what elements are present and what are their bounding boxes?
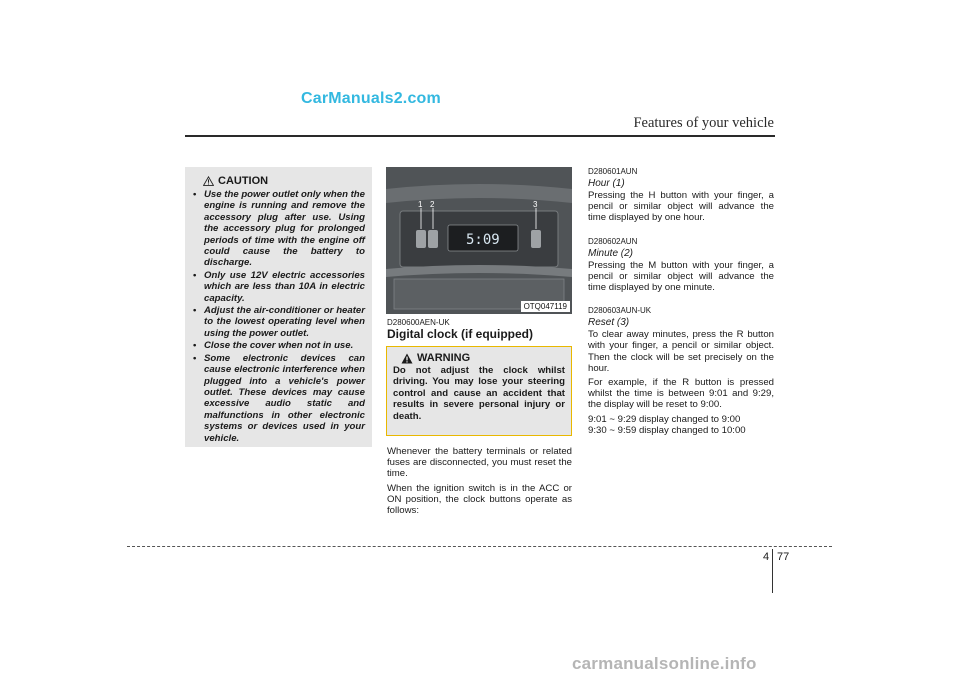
warning-heading — [401, 352, 565, 364]
right-column — [588, 167, 774, 439]
caution-title: CAUTION — [218, 175, 269, 187]
caution-item: • Close the cover when not in use. — [193, 340, 365, 351]
section-title: Digital clock (if equipped) — [387, 327, 534, 341]
reset-code: D280603AUN-UK — [588, 306, 652, 316]
callout-2: 2 — [430, 200, 435, 209]
page-number-divider — [772, 549, 773, 593]
warning-text: Do not adjust the clock whilst driving. You may lose your steering control and cause an accident that results in severe personal injury or death. — [393, 365, 565, 422]
chapter-number: 4 — [763, 551, 770, 563]
caution-item: • Some electronic devices can cause electronic interference when plugged into a vehicle's power outlet. These devices may cause excessive audio static and malfunctions in other electronic systems or devices used in your vehicle. — [193, 353, 365, 444]
warning-triangle-icon — [401, 353, 413, 364]
section-code: D280600AEN-UK — [387, 318, 450, 327]
minute-text: Pressing the M button with your finger, a pencil or similar object will advance the time displayed by one minute. — [588, 259, 774, 294]
caution-heading — [203, 175, 365, 187]
figure-code: OTQ047119 — [521, 301, 570, 312]
footer-dashed-rule — [127, 546, 832, 547]
reset-title: Reset (3) — [588, 317, 630, 329]
caution-item: • Use the power outlet only when the engine is running and remove the accessory plug after use. Using the accessory plug for prolonged periods of time with the engine off could cause the battery to discharge. — [193, 189, 365, 269]
header-rule — [185, 135, 775, 137]
caution-item: • Adjust the air-conditioner or heater to the lowest operating level when using the power outlet. — [193, 305, 365, 339]
hour-code: D280601AUN — [588, 167, 638, 176]
clock-display-time: 5:09 — [466, 232, 500, 248]
minute-code: D280602AUN — [588, 236, 638, 246]
hour-title: Hour (1) — [588, 178, 625, 189]
body-paragraph: When the ignition switch is in the ACC or ON position, the clock buttons operate as follows: — [387, 482, 572, 517]
warning-title: WARNING — [417, 352, 471, 364]
minute-title: Minute (2) — [588, 247, 634, 259]
caution-list — [193, 189, 365, 444]
callout-3: 3 — [533, 200, 538, 209]
callout-1: 1 — [418, 200, 423, 209]
page-header-title: Features of your vehicle — [633, 115, 774, 131]
reset-range-line: 9:30 ~ 9:59 display changed to 10:00 — [588, 424, 746, 436]
reset-range-line: 9:01 ~ 9:29 display changed to 9:00 — [588, 413, 741, 425]
body-paragraph: Whenever the battery terminals or related fuses are disconnected, you must reset the time. — [387, 446, 572, 480]
clock-intro — [387, 446, 572, 519]
reset-paragraph: For example, if the R button is pressed whilst the time is between 9:01 and 9:29, the display will be reset to 9:00. — [588, 377, 774, 411]
watermark-top: CarManuals2.com — [301, 90, 441, 107]
clock-figure — [386, 167, 572, 314]
caution-box — [185, 167, 372, 447]
page-number: 77 — [777, 551, 790, 563]
hour-text: Pressing the H button with your finger, a pencil or similar object will advance the time displayed by one hour. — [588, 190, 774, 224]
caution-item: • Only use 12V electric accessories which are less than 10A in electric capacity. — [193, 270, 365, 304]
warning-box — [386, 346, 572, 436]
clock-illustration — [386, 167, 572, 314]
watermark-bottom: carmanualsonline.info — [572, 654, 757, 673]
reset-paragraph: To clear away minutes, press the R button with your finger, a pencil or similar object. Then the clock will be set precisely on the hour. — [588, 329, 774, 374]
caution-triangle-icon — [203, 176, 214, 186]
